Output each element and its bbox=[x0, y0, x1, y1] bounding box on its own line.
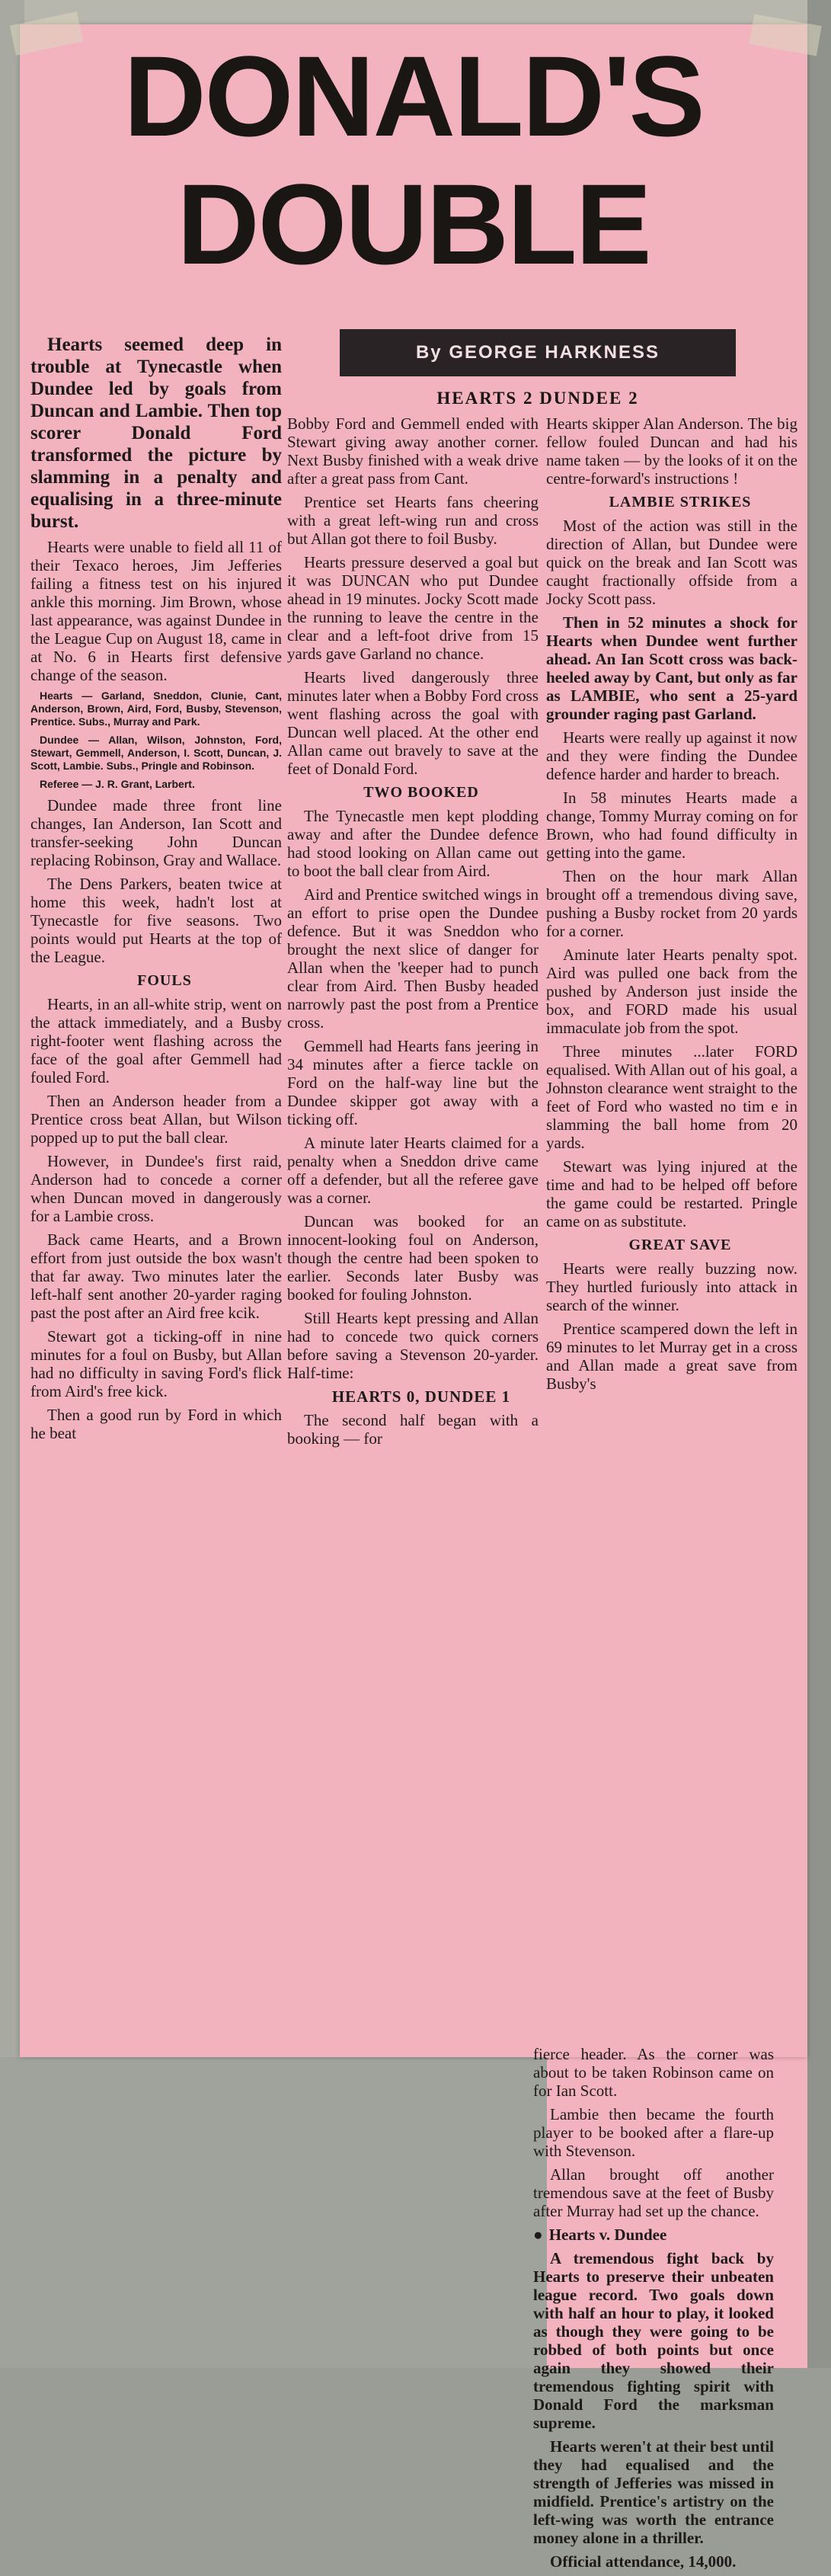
article-paragraph: Aminute later Hearts penalty spot. Aird was pulled one back from the pushed by Anderson just inside the box, and FORD made his usual immaculate job from the spot. bbox=[546, 946, 797, 1037]
score-line: HEARTS 2 DUNDEE 2 bbox=[436, 389, 639, 408]
subheading-lambie-strikes: LAMBIE STRIKES bbox=[609, 494, 752, 510]
article-paragraph: Hearts were unable to field all 11 of their Texaco heroes, Jim Jefferies failing a fitness test on his injured ankle this morning. Jim Brown, whose last appearance, was against Dundee in the League Cup on August 18, came in at No. 6 in Hearts first defensive change of the season. bbox=[30, 538, 282, 684]
article-paragraph: A minute later Hearts claimed for a penalty when a Sneddon drive came off a defender, but all the referee gave was a corner. bbox=[287, 1134, 539, 1207]
article-paragraph: Hearts skipper Alan Anderson. The big fellow fouled Duncan and had his name taken — by the looks of it on the centre-forward's instructions ! bbox=[546, 414, 797, 488]
team-line-hearts: Hearts — Garland, Sneddon, Clunie, Cant, Anderson, Brown, Aird, Ford, Busby, Stevenson, Prentice. Subs., Murray and Park. bbox=[30, 690, 282, 728]
article-column-2 bbox=[287, 414, 539, 1453]
article-paragraph: Three minutes ...later FORD equalised. With Allan out of his goal, a Johnston clearance went straight to the feet of Ford who wasted no tim e in slamming the ball home from 20 yards. bbox=[546, 1042, 797, 1152]
subheading-fouls: FOULS bbox=[137, 972, 192, 989]
article-paragraph: Then in 52 minutes a shock for Hearts when Dundee went further ahead. An Ian Scott cross was back-heeled away by Cant, but only as far as LAMBIE, who sent a 25-yard grounder raging past Garland. bbox=[546, 613, 797, 723]
attendance-line: Official attendance, 14,000. bbox=[550, 2552, 737, 2571]
article-column-4 bbox=[533, 2045, 774, 2576]
article-paragraph: Hearts were really buzzing now. They hurtled furiously into attack in search of the winner. bbox=[546, 1259, 797, 1314]
background-wall-bottom bbox=[0, 2057, 548, 2368]
article-paragraph: Hearts pressure deserved a goal but it was DUNCAN who put Dundee ahead in 19 minutes. Jocky Scott made the running to leave the centre in the clear and a left-foot drive from 15 yards gave Garland no chance. bbox=[287, 553, 539, 663]
article-paragraph: Back came Hearts, and a Brown effort from just outside the box wasn't that far away. Two minutes later the left-half sent another 20-yarder raging past the post after an Aird free kcik. bbox=[30, 1230, 282, 1322]
article-paragraph: Hearts, in an all-white strip, went on the attack immediately, and a Busby right-footer went flashing across the face of the goal after Gemmell had fouled Ford. bbox=[30, 995, 282, 1086]
summary-paragraph: A tremendous fight back by Hearts to preserve their unbeaten league record. Two goals down with half an hour to play, it looked as though they were going to be robbed of both points but once again they showed their tremendous fighting spirit with Donald Ford the marksman supreme. bbox=[533, 2249, 774, 2432]
article-column-1 bbox=[30, 334, 282, 1448]
intro-paragraph: Hearts seemed deep in trouble at Tynecastle when Dundee led by goals from Duncan and Lambie. Then top scorer Donald Ford transformed the picture by slamming in a penalty and equalising in a three-minute burst. bbox=[30, 334, 282, 532]
team-line-dundee: Dundee — Allan, Wilson, Johnston, Ford, Stewart, Gemmell, Anderson, I. Scott, Duncan, J. Scott, Lambie. Subs., Pringle and Robinson. bbox=[30, 734, 282, 772]
article-paragraph: Stewart was lying injured at the time and had to be helped off before the game could be restarted. Pringle came on as substitute. bbox=[546, 1157, 797, 1230]
article-paragraph: Still Hearts kept pressing and Allan had to concede two quick corners before saving a Stevenson 20-yarder. Half-time: bbox=[287, 1309, 539, 1382]
summary-paragraph: Hearts weren't at their best until they had equalised and the strength of Jefferies was missed in midfield. Prentice's artistry on the left-wing was worth the entrance money alone in a thriller. bbox=[533, 2437, 774, 2547]
article-column-3 bbox=[546, 414, 797, 1398]
byline: By GEORGE HARKNESS bbox=[340, 329, 736, 376]
article-paragraph: Allan brought off another tremendous save at the feet of Busby after Murray had set up the chance. bbox=[533, 2165, 774, 2220]
article-paragraph: Prentice scampered down the left in 69 minutes to let Murray get in a cross and Allan made a great save from Busby's bbox=[546, 1320, 797, 1393]
half-time-score: HEARTS 0, DUNDEE 1 bbox=[331, 1387, 511, 1406]
article-paragraph: Then a good run by Ford in which he beat bbox=[30, 1406, 282, 1442]
newspaper-clipping bbox=[20, 24, 807, 2057]
article-paragraph: Stewart got a ticking-off in nine minutes for a foul on Busby, but Allan had no difficulty in saving Ford's flick from Aird's free kick. bbox=[30, 1327, 282, 1400]
article-paragraph: The second half began with a booking — for bbox=[287, 1411, 539, 1448]
background-wall-right bbox=[807, 0, 831, 2368]
article-paragraph: fierce header. As the corner was about to be taken Robinson came on for Ian Scott. bbox=[533, 2045, 774, 2100]
article-paragraph: Lambie then became the fourth player to be booked after a flare-up with Stevenson. bbox=[533, 2105, 774, 2160]
article-paragraph: Gemmell had Hearts fans jeering in 34 minutes after a fierce tackle on Ford on the half-way line but the Dundee skipper got away with a ticking off. bbox=[287, 1037, 539, 1128]
article-paragraph: Prentice set Hearts fans cheering with a great left-wing run and cross but Allan got there to foil Busby. bbox=[287, 493, 539, 548]
article-paragraph: In 58 minutes Hearts made a change, Tommy Murray coming on for Brown, who had found difficulty in getting into the game. bbox=[546, 789, 797, 862]
article-paragraph: Bobby Ford and Gemmell ended with Stewart giving away another corner. Next Busby finished with a weak drive after a great pass from Cant. bbox=[287, 414, 539, 488]
subheading-two-booked: TWO BOOKED bbox=[363, 784, 479, 801]
article-paragraph: Duncan was booked for an innocent-looking foul on Anderson, though the centre had been spoken to earlier. Seconds later Busby was booked for fouling Johnston. bbox=[287, 1212, 539, 1304]
article-paragraph: Dundee made three front line changes, Ian Anderson, Ian Scott and transfer-seeking John Duncan replacing Robinson, Gray and Wallace. bbox=[30, 796, 282, 869]
summary-heading: ● Hearts v. Dundee bbox=[533, 2226, 774, 2244]
subheading-great-save: GREAT SAVE bbox=[628, 1237, 732, 1253]
article-paragraph: Then an Anderson header from a Prentice cross beat Allan, but Wilson popped up to put the ball clear. bbox=[30, 1092, 282, 1147]
article-paragraph: The Tynecastle men kept plodding away and after the Dundee defence had stood looking on Allan came out to boot the ball clear from Aird. bbox=[287, 807, 539, 880]
article-paragraph: Then on the hour mark Allan brought off a tremendous diving save, pushing a Busby rocket from 20 yards for a corner. bbox=[546, 867, 797, 940]
article-paragraph: Hearts lived dangerously three minutes later when a Bobby Ford cross went flashing across the goal with Duncan well placed. At the other end Allan came out bravely to save at the feet of Donald Ford. bbox=[287, 668, 539, 778]
article-paragraph: The Dens Parkers, beaten twice at home this week, hadn't lost at Tynecastle for five seasons. Two points would put Hearts at the top of the League. bbox=[30, 875, 282, 966]
article-paragraph: However, in Dundee's first raid, Anderson had to concede a corner when Duncan moved in dangerously for a Lambie cross. bbox=[30, 1152, 282, 1225]
article-paragraph: Most of the action was still in the direction of Allan, but Dundee were quick on the break and Ian Scott was caught fractionally offside from a Jocky Scott pass. bbox=[546, 517, 797, 608]
article-paragraph: Aird and Prentice switched wings in an effort to prise open the Dundee defence. But it was Sneddon who brought the next slice of danger for Allan when the 'keeper had to punch clear from Aird. Then Busby headed narrowly past the post from a Prentice cross. bbox=[287, 885, 539, 1032]
article-paragraph: Hearts were really up against it now and they were finding the Dundee defence harder and harder to breach. bbox=[546, 728, 797, 783]
headline: DONALD'S DOUBLE bbox=[123, 32, 704, 288]
referee-line: Referee — J. R. Grant, Larbert. bbox=[40, 778, 195, 790]
